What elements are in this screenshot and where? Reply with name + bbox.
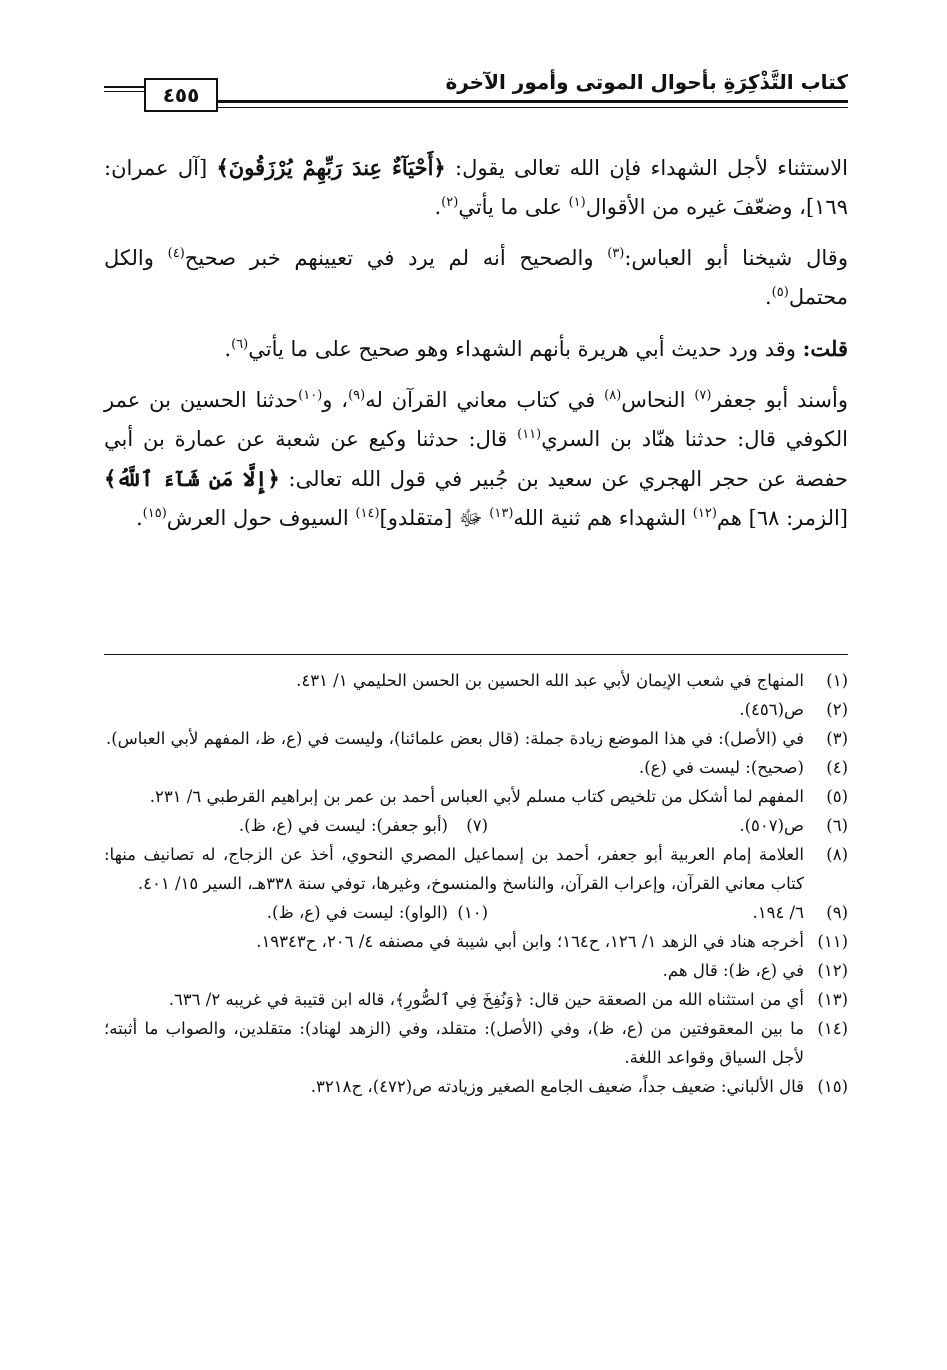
footnote-separator (104, 654, 848, 655)
text-run: [الزمر: ٦٨] هم (716, 506, 848, 530)
footnote-text: (أبو جعفر): ليست في (ع، ظ). (238, 816, 448, 835)
footnote-number: (١٢) (817, 961, 848, 980)
footnote-number: (١١) (817, 932, 848, 951)
footnote-ref[interactable]: (٥) (771, 285, 789, 300)
footnote-number: (٥) (826, 787, 848, 806)
text-run: وقد ورد حديث أبي هريرة بأنهم الشهداء وهو صحيح على ما يأتي (248, 337, 803, 361)
footnote-ref[interactable]: (٦) (231, 337, 249, 352)
text-run: قال: حدثنا وكيع عن شعبة عن عمارة بن أبي حفصة عن حجر الهجري عن سعيد بن جُبير في قول الله تعالى: (104, 427, 848, 491)
footnote-ref[interactable]: (١٣) (489, 506, 514, 521)
footnote-ref[interactable]: (١) (568, 195, 586, 210)
paragraph-4 (104, 381, 848, 538)
footnote-ref[interactable]: (٩) (348, 388, 366, 403)
text-run: . (135, 506, 143, 530)
running-header (104, 70, 848, 120)
footnote-text: المفهم لما أشكل من تلخيص كتاب مسلم لأبي العباس أحمد بن عمر بن إبراهيم القرطبي ٦/ ٢٣١. (149, 787, 804, 806)
footnote (104, 927, 848, 956)
footnote (104, 840, 848, 898)
text-run: على ما يأتي (458, 195, 569, 219)
footnote (488, 898, 848, 927)
footnote-number: (١٥) (817, 1077, 848, 1096)
footnote-text: أخرجه هناد في الزهد ١/ ١٢٦، ح١٦٤؛ وابن أبي شيبة في مصنفه ٤/ ٢٠٦، ح١٩٣٤٣. (256, 932, 804, 951)
footnote-text: قال الألباني: ضعيف جداً، ضعيف الجامع الصغير وزيادته ص(٤٧٢)، ح٣٢١٨. (310, 1077, 804, 1096)
footnotes (104, 666, 848, 1101)
header-rule-left (104, 86, 144, 92)
footnote (104, 1014, 848, 1072)
footnote-text: العلامة إمام العربية أبو جعفر، أحمد بن إسماعيل المصري النحوي، أخذ عن الزجاج، له تصانيف منها: كتاب معاني القرآن، وإعراب القرآن، والناسخ والمنسوخ، وغيرها، توفي سنة ٣٣٨هـ، السير ١٥/ ٤٠١. (104, 845, 804, 893)
text-run: . (224, 337, 232, 361)
footnote-text: في (الأصل): في هذا الموضع زيادة جملة: (قال بعض علمائنا)، وليست في (ع، ظ، المفهم لأبي العباس). (105, 729, 804, 748)
text-run: الاستثناء لأجل الشهداء فإن الله تعالى يقول: (445, 156, 849, 180)
book-title: كتاب التَّذْكِرَةِ بأحوال الموتى وأمور الآخرة (445, 70, 848, 94)
footnote (104, 724, 848, 753)
footnote-text: (صحيح): ليست في (ع). (639, 758, 804, 777)
paragraph-3 (104, 329, 848, 369)
footnote-number: (٧) (466, 816, 488, 835)
footnote (239, 811, 488, 840)
header-rule (218, 100, 848, 108)
footnote-ref[interactable]: (١٥) (142, 506, 167, 521)
footnote-text: المنهاج في شعب الإيمان لأبي عبد الله الحسين بن الحسن الحليمي ١/ ٤٣١. (296, 671, 804, 690)
footnote-ref[interactable]: (٢) (441, 195, 459, 210)
footnote (488, 811, 848, 840)
text-run: ، و (322, 388, 349, 412)
footnote-ref[interactable]: (١٢) (692, 506, 717, 521)
lead-word: قلت: (802, 336, 848, 361)
footnote (104, 985, 848, 1014)
footnote-text: ص(٤٥٦). (739, 700, 804, 719)
text-run: [آل عمران: ١٦٩]، وضعّفَ غيره من الأقوال (104, 156, 848, 219)
footnote (104, 666, 848, 695)
text-run: . (434, 195, 442, 219)
footnote-text: ما بين المعقوفتين من (ع، ظ)، وفي (الأصل): متقلد، وفي (الزهد لهناد): متقلدين، والصواب ما أثبته؛ لأجل السياق وقواعد اللغة. (104, 1019, 804, 1067)
paragraph-2 (104, 239, 848, 317)
main-text (104, 148, 848, 550)
text-run: . (764, 285, 772, 309)
footnote-number: (١٠) (457, 903, 488, 922)
footnote-text: في (ع، ظ): قال هم. (662, 961, 804, 980)
footnote (104, 695, 848, 724)
footnote-number: (١٤) (817, 1019, 848, 1038)
footnote-number: (٣) (826, 729, 848, 748)
text-run: وأسند أبو جعفر (711, 388, 848, 412)
footnote (104, 782, 848, 811)
footnote-ref[interactable]: (٣) (607, 246, 625, 261)
text-run: والكل محتمل (104, 246, 848, 309)
text-run: وقال شيخنا أبو العباس: (624, 246, 848, 270)
text-run: في كتاب معاني القرآن له (365, 388, 605, 412)
footnote-pair (104, 811, 848, 840)
footnote-ref[interactable]: (٧) (694, 388, 712, 403)
footnote-number: (٦) (826, 816, 848, 835)
footnote (104, 1072, 848, 1101)
footnote-ref[interactable]: (١٠) (298, 388, 323, 403)
footnote-number: (٩) (826, 903, 848, 922)
text-run: حدثنا الحسين بن عمر الكوفي قال: حدثنا هنّاد بن السري (104, 388, 848, 451)
text-run: ﷻ [متقلدو] (379, 506, 490, 530)
text-run: السيوف حول العرش (166, 506, 356, 530)
page-number: ٤٥٥ (144, 78, 218, 112)
footnote-number: (١٣) (817, 990, 848, 1009)
text-run: الشهداء هم ثنية الله (513, 506, 693, 530)
footnote-text: (الواو): ليست في (ع، ظ). (266, 903, 448, 922)
footnote-number: (٢) (826, 700, 848, 719)
footnote-ref[interactable]: (٨) (604, 388, 622, 403)
footnote-text: ص(٥٠٧). (739, 816, 804, 835)
quran-verse: ﴿إِلَّا مَن شَآءَ ٱللَّهُ﴾ (104, 466, 280, 491)
footnote-text: أي من استثناه الله من الصعقة حين قال: ﴿وَنُفِخَ فِي ٱلصُّورِ﴾، قاله ابن قتيبة في غريبه ٢/ ٦٣٦. (168, 990, 804, 1009)
text-run: النحاس (621, 388, 695, 412)
footnote (104, 753, 848, 782)
footnote-number: (١) (826, 671, 848, 690)
footnote (104, 956, 848, 985)
footnote-number: (٨) (826, 845, 848, 864)
footnote-ref[interactable]: (١١) (517, 427, 542, 442)
footnote-text: ٦/ ١٩٤. (752, 903, 804, 922)
footnote-number: (٤) (826, 758, 848, 777)
paragraph-1 (104, 148, 848, 227)
footnote-pair (104, 898, 848, 927)
footnote (267, 898, 488, 927)
text-run: والصحيح أنه لم يرد في تعيينهم خبر صحيح (184, 246, 608, 270)
quran-verse: ﴿أَحْيَآءٌ عِندَ رَبِّهِمْ يُرْزَقُونَ﴾ (216, 155, 446, 180)
footnote-ref[interactable]: (١٤) (355, 506, 380, 521)
footnote-ref[interactable]: (٤) (167, 246, 185, 261)
